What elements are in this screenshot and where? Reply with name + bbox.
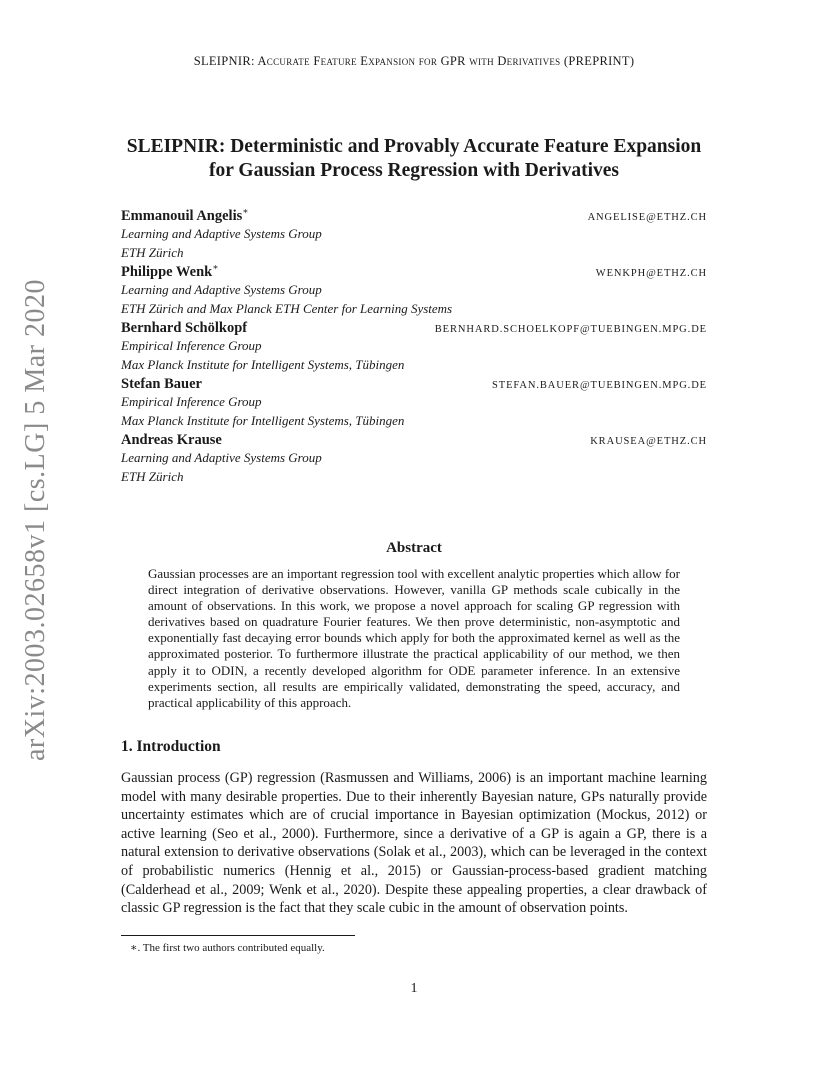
author-mark: ∗ xyxy=(242,206,249,216)
running-head-tail: (PREPRINT) xyxy=(563,54,635,68)
author-affiliation: Empirical Inference Group xyxy=(121,394,262,409)
page-number: 1 xyxy=(410,981,418,996)
author-email[interactable]: STEFAN.BAUER@TUEBINGEN.MPG.DE xyxy=(492,379,707,391)
author-email[interactable]: WENKPH@ETHZ.CH xyxy=(595,267,707,279)
introduction-text: Gaussian process (GP) regression (Rasmussen and Williams, 2006) is an important machine learning model with many desirable properties. Due to their inherently Bayesian nature, GPs naturally provide uncertainty estimates which are of crucial importance in Bayesian optimization (Mockus, 2012) or active learning (Seo et al., 2000). Furthermore, since a derivative of a GP is again a GP, there is a natural extension to derivative observations (Solak et al., 2003), which can be leveraged in the context of probabilistic numerics (Hennig et al., 2015) or Gaussian-process-based gradient matching (Calderhead et al., 2009; Wenk et al., 2020). Despite these appealing properties, a clear drawback of classic GP regression is the fact that they scale cubic in the amount of observation points. xyxy=(121,770,707,917)
arxiv-stamp-text: arXiv:2003.02658v1 [cs.LG] 5 Mar 2020 xyxy=(20,279,52,761)
title-line-1: SLEIPNIR: Deterministic and Provably Accurate Feature Expansion xyxy=(126,136,702,157)
abstract-text: Gaussian processes are an important regression tool with excellent analytic properties which allow for direct integration of derivative observations. However, vanilla GP methods scale cubically in the amount of observations. In this work, we propose a novel approach for scaling GP regression with derivatives based on quadrature Fourier features. We then prove deterministic, non-asymptotic and exponentially fast decaying error bounds which apply for both the approximated kernel as well as the approximated posterior. To furthermore illustrate the practical applicability of our method, we then apply it to ODIN, a recently developed algorithm for ODE parameter inference. In an extensive experiments section, all results are empirically validated, demonstrating the speed, accuracy, and practical applicability of this approach. xyxy=(148,566,680,710)
author-name: Emmanouil Angelis∗ xyxy=(121,206,249,224)
arxiv-stamp xyxy=(16,279,56,761)
author-affiliation: ETH Zürich xyxy=(121,468,184,484)
author-affiliation: Learning and Adaptive Systems Group xyxy=(121,226,322,241)
author-affiliation: ETH Zürich xyxy=(121,244,184,260)
author-email[interactable]: KRAUSEA@ETHZ.CH xyxy=(590,435,707,447)
author-name: Bernhard Schölkopf xyxy=(121,319,248,336)
author-entry xyxy=(121,262,707,318)
paper-title xyxy=(90,135,738,183)
running-head-lead: SLEIPNIR xyxy=(193,54,251,68)
running-head-rest: : Accurate Feature Expansion for GPR with Derivatives xyxy=(250,54,564,68)
author-affiliation: Max Planck Institute for Intelligent Systems, Tübingen xyxy=(121,356,405,372)
author-name: Stefan Bauer xyxy=(121,375,202,392)
author-block xyxy=(121,206,707,486)
author-name: Andreas Krause xyxy=(121,431,222,448)
author-entry xyxy=(121,430,707,486)
author-email[interactable]: ANGELISE@ETHZ.CH xyxy=(587,211,707,223)
author-affiliation: ETH Zürich and Max Planck ETH Center for Learning Systems xyxy=(121,300,453,316)
author-entry xyxy=(121,374,707,430)
author-affiliation: Learning and Adaptive Systems Group xyxy=(121,282,322,297)
footnote: ∗. The first two authors contributed equally. xyxy=(130,942,325,954)
author-entry xyxy=(121,318,707,374)
author-name: Philippe Wenk∗ xyxy=(121,262,219,280)
author-entry xyxy=(121,206,707,262)
title-line-2: for Gaussian Process Regression with Derivatives xyxy=(208,160,619,181)
abstract-heading: Abstract xyxy=(386,540,442,556)
author-affiliation: Learning and Adaptive Systems Group xyxy=(121,450,322,465)
running-head xyxy=(0,54,828,69)
author-email[interactable]: BERNHARD.SCHOELKOPF@TUEBINGEN.MPG.DE xyxy=(434,323,707,335)
section-heading-introduction: 1. Introduction xyxy=(121,738,221,755)
footnote-divider xyxy=(121,935,355,936)
author-affiliation: Max Planck Institute for Intelligent Systems, Tübingen xyxy=(121,412,405,428)
author-mark: ∗ xyxy=(212,262,219,272)
author-affiliation: Empirical Inference Group xyxy=(121,338,262,353)
